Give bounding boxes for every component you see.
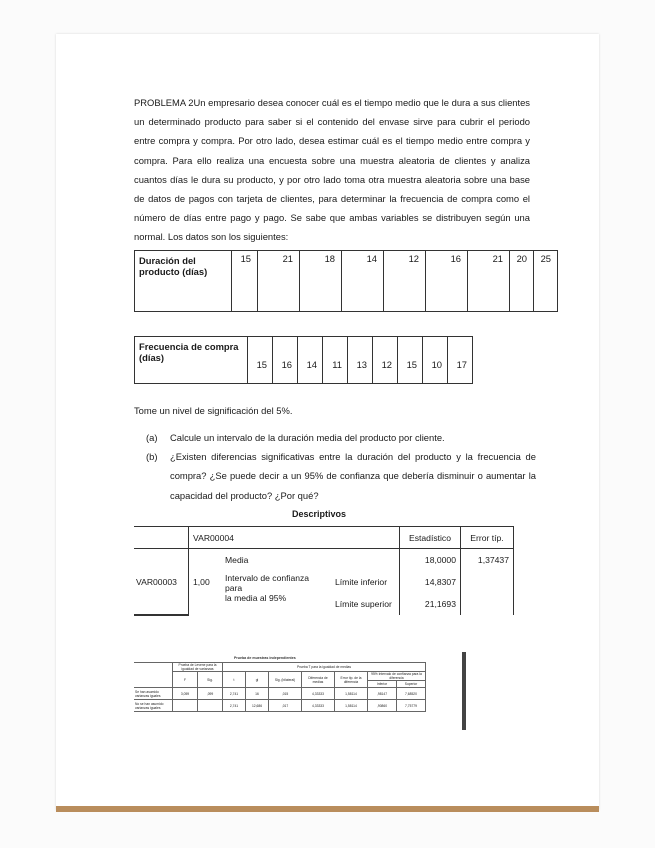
ci-header: 95% Intervalo de confianza para la diferencia — [368, 672, 426, 681]
ci-label-1: Intervalo de confianza para — [225, 572, 310, 593]
duracion-cell: 25 — [534, 251, 558, 312]
t-header: Prueba T para la igualdad de medias — [223, 663, 426, 672]
descriptivos-title: Descriptivos — [292, 509, 347, 519]
col-gl: gl — [246, 672, 269, 688]
row1-cell: 3,059 — [173, 688, 198, 700]
frecuencia-cell: 11 — [323, 337, 348, 384]
scrollbar — [462, 652, 466, 730]
duracion-cell: 14 — [342, 251, 384, 312]
frecuencia-cell: 14 — [298, 337, 323, 384]
group-var: VAR00003 — [134, 571, 189, 593]
col-sig: Sig. — [198, 672, 223, 688]
row1-cell: ,099 — [198, 688, 223, 700]
col-inferior: Inferior — [368, 681, 397, 688]
questions — [146, 428, 536, 505]
group-val: 1,00 — [193, 576, 210, 587]
duracion-cell: 15 — [232, 251, 258, 312]
blank-header — [134, 527, 189, 549]
row2-cell: 1,58114 — [335, 700, 368, 712]
frecuencia-cell: 12 — [373, 337, 398, 384]
question-number: (b) — [146, 451, 158, 463]
duracion-cell: 20 — [510, 251, 534, 312]
question-text: ¿Existen diferencias significativas entre la duración del producto y la frecuencia de compra? ¿Se puede decir a un 95% de confianza que debería disminuir o aumentar la capacidad del producto? ¿Por qué? — [170, 451, 536, 501]
duracion-cell: 16 — [426, 251, 468, 312]
ci-label-2: la media al 95% — [225, 592, 287, 603]
duracion-label: Duración del producto (días) — [135, 251, 232, 312]
lower-value: 14,8307 — [400, 571, 461, 593]
indep-table — [134, 662, 426, 712]
lower-label: Límite inferior — [331, 571, 400, 593]
levene-header: Prueba de Levene para la igualdad de varianzas — [173, 663, 223, 672]
row2-cell: 2,741 — [223, 700, 246, 712]
frecuencia-cell: 16 — [273, 337, 298, 384]
row2-cell — [173, 700, 198, 712]
frecuencia-cell: 15 — [248, 337, 273, 384]
row2-cell: ,017 — [269, 700, 302, 712]
row1-cell: ,98147 — [368, 688, 397, 700]
frecuencia-cell: 17 — [448, 337, 473, 384]
row2-cell: 4,33333 — [302, 700, 335, 712]
media-value: 18,0000 — [400, 549, 461, 571]
significance-line: Tome un nivel de significación del 5%. — [134, 405, 293, 416]
indep-title: Prueba de muestras independientes — [234, 656, 296, 660]
row1-label: Se han asumido varianzas iguales — [134, 688, 173, 700]
col-err: Error típ. — [461, 527, 514, 549]
independent-samples-output — [134, 652, 462, 732]
col-t: t — [223, 672, 246, 688]
col-dif: Diferencia de medias — [302, 672, 335, 688]
row2-label: No se han asumido varianzas iguales — [134, 700, 173, 712]
col-f: F — [173, 672, 198, 688]
header-var: VAR00004 — [189, 527, 400, 549]
upper-label: Límite superior — [331, 593, 400, 615]
frecuencia-label: Frecuencia de compra (días) — [135, 337, 248, 384]
media-err: 1,37437 — [461, 549, 514, 571]
row1-cell: ,015 — [269, 688, 302, 700]
duracion-cell: 18 — [300, 251, 342, 312]
duracion-cell: 21 — [468, 251, 510, 312]
frecuencia-table — [134, 336, 473, 384]
duracion-cell: 12 — [384, 251, 426, 312]
paper-edge — [56, 806, 599, 812]
question-text: Calcule un intervalo de la duración media del producto por cliente. — [170, 432, 445, 443]
row1-cell: 4,33333 — [302, 688, 335, 700]
col-err-dif: Error típ. de la diferencia — [335, 672, 368, 688]
descriptivos-table — [134, 526, 514, 616]
frecuencia-cell: 10 — [423, 337, 448, 384]
frecuencia-cell: 15 — [398, 337, 423, 384]
problem-statement: PROBLEMA 2Un empresario desea conocer cuál es el tiempo medio que le dura a sus clientes un determinado producto para saber si el contenido del envase sirve para cubrir el periodo entre compra y compra. Por otro lado, desea estimar cuál es el tiempo medio entre compra y compra. Para ello realiza una encuesta sobre una muestra aleatoria de clientes y analiza cuantos días le dura su producto, y por otro lado toma otra muestra aleatoria sobre una base de datos de pagos con tarjeta de clientes, para determinar la frecuencia de compra como el número de días entre pago y pago. Se sabe que ambas variables se distribuyen según una normal. Los datos son los siguientes: — [134, 97, 530, 243]
question-a — [146, 428, 536, 447]
row2-cell: 7,75779 — [397, 700, 426, 712]
question-number: (a) — [146, 432, 158, 443]
frecuencia-cell: 13 — [348, 337, 373, 384]
duracion-cell: 21 — [258, 251, 300, 312]
row1-cell: 1,58114 — [335, 688, 368, 700]
upper-value: 21,1693 — [400, 593, 461, 615]
row1-cell: 2,741 — [223, 688, 246, 700]
col-stat: Estadístico — [400, 527, 461, 549]
col-superior: Superior — [397, 681, 426, 688]
duracion-table — [134, 250, 558, 312]
col-sig-bil: Sig. (bilateral) — [269, 672, 302, 688]
media-label: Media — [225, 554, 249, 565]
row1-cell: 16 — [246, 688, 269, 700]
row2-cell: ,90860 — [368, 700, 397, 712]
row2-cell — [198, 700, 223, 712]
row1-cell: 7,68520 — [397, 688, 426, 700]
question-b — [146, 447, 536, 505]
row2-cell: 12,686 — [246, 700, 269, 712]
